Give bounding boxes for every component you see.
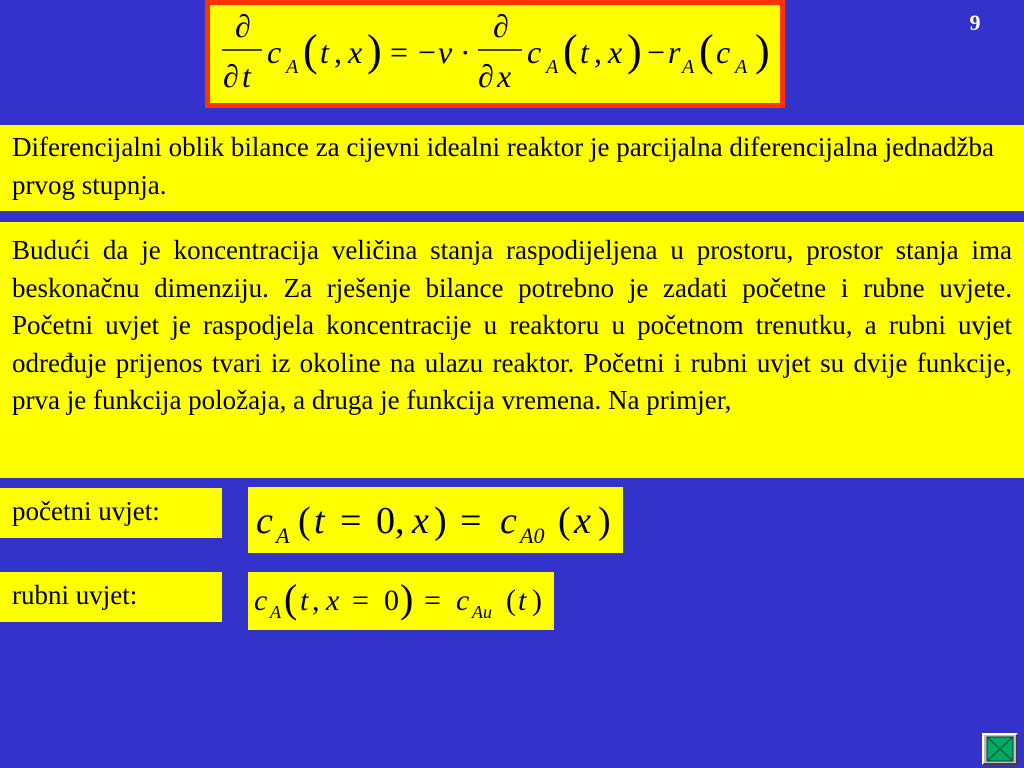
eq-lparen-1: (: [303, 26, 318, 75]
explanation-text: Budući da je koncentracija veličina stanja raspodijeljena u prostoru, prostor stanja ima beskonačnu dimenziju. Za rješenje bilance potrebno je zadati početne i rubne uvjete. Početni uvjet je raspodjela koncentracije u reaktoru u početnom trenutku, a rubni uvjet određuje prijenos tvari iz okoline na ulazu reaktor. Početni i rubni uvjet su dvije funkcije, prva je funkcija položaja, a druga je funkcija vremena. Na primjer,: [0, 222, 1024, 478]
ic-c-2: c: [500, 500, 517, 542]
eq-c-1: c: [267, 34, 282, 70]
eq-t-2: t: [580, 34, 589, 70]
bc-sub-au: Au: [472, 602, 492, 622]
eq-comma-2: ,: [594, 34, 602, 70]
eq-c-3: c: [716, 34, 731, 70]
eq-partial-bottom-2: ∂: [478, 58, 494, 94]
eq-c-2: c: [527, 34, 542, 70]
ic-comma: ,: [395, 500, 405, 542]
bc-lparen-2: (: [506, 584, 516, 617]
bc-rparen-2: ): [532, 584, 542, 617]
eq-v: v: [438, 34, 453, 70]
bc-eq-2: =: [424, 584, 441, 617]
bc-c: c: [254, 584, 268, 617]
initial-condition-formula: [248, 487, 623, 553]
ic-sub-a0: A0: [520, 523, 545, 548]
eq-rparen-1: ): [367, 26, 382, 75]
eq-partial-top: ∂: [235, 8, 251, 44]
ic-zero: 0: [376, 500, 395, 542]
bc-x: x: [326, 584, 340, 617]
slide-number: 9: [969, 10, 981, 35]
ic-x: x: [412, 500, 429, 542]
bc-c-2: c: [456, 584, 470, 617]
initial-condition-formula-box: [248, 487, 623, 553]
definition-text: Diferencijalni oblik bilance za cijevni idealni reaktor je parcijalna diferencijalna jednadžba prvog stupnja.: [0, 125, 1024, 211]
ic-rparen-2: ): [598, 500, 611, 542]
ic-t: t: [314, 500, 325, 542]
eq-rparen-2: ): [627, 26, 642, 75]
boundary-condition-formula-box: [248, 572, 554, 630]
eq-r: r: [668, 34, 681, 70]
bc-t-2: t: [518, 584, 527, 617]
bc-sub-a: A: [270, 602, 281, 622]
bc-lparen: (: [284, 576, 298, 621]
eq-sub-a-2: A: [546, 56, 559, 78]
initial-condition-label: početni uvjet:: [0, 488, 222, 538]
eq-partial-bottom: ∂: [223, 58, 239, 94]
eq-t-var: t: [242, 58, 251, 94]
eq-t-1: t: [320, 34, 329, 70]
eq-sub-a-4: A: [735, 56, 748, 78]
ic-eq-2: =: [460, 500, 482, 542]
ic-eq: =: [340, 500, 362, 542]
eq-x-2: x: [608, 34, 623, 70]
bc-zero: 0: [384, 584, 399, 617]
ic-rparen: ): [434, 500, 447, 542]
eq-sub-a-1: A: [286, 56, 299, 78]
eq-equals: =: [390, 34, 409, 70]
boundary-condition-label: rubni uvjet:: [0, 572, 222, 622]
ic-c: c: [256, 500, 273, 542]
main-equation-box: [205, 0, 785, 108]
bc-eq: =: [352, 584, 369, 617]
eq-minus-2: −: [647, 34, 666, 70]
eq-x-var: x: [497, 58, 512, 94]
eq-lparen-2: (: [563, 26, 578, 75]
eq-minus-1: −: [418, 34, 437, 70]
next-slide-icon: [984, 735, 1016, 763]
ic-x-2: x: [574, 500, 591, 542]
eq-comma-1: ,: [334, 34, 342, 70]
boundary-condition-formula: [248, 572, 554, 630]
eq-sub-a-3: A: [682, 56, 695, 78]
eq-partial-top-2: ∂: [493, 8, 509, 44]
next-slide-button[interactable]: [982, 733, 1018, 765]
eq-x-1: x: [348, 34, 363, 70]
main-equation: [210, 5, 780, 103]
ic-lparen: (: [298, 500, 311, 542]
ic-sub-a: A: [276, 523, 290, 548]
eq-rparen-3: ): [755, 26, 770, 75]
bc-t: t: [300, 584, 309, 617]
eq-cdot: ·: [460, 34, 471, 70]
eq-lparen-3: (: [699, 26, 714, 75]
bc-comma: ,: [312, 584, 320, 617]
bc-rparen: ): [400, 576, 414, 621]
ic-lparen-2: (: [558, 500, 571, 542]
